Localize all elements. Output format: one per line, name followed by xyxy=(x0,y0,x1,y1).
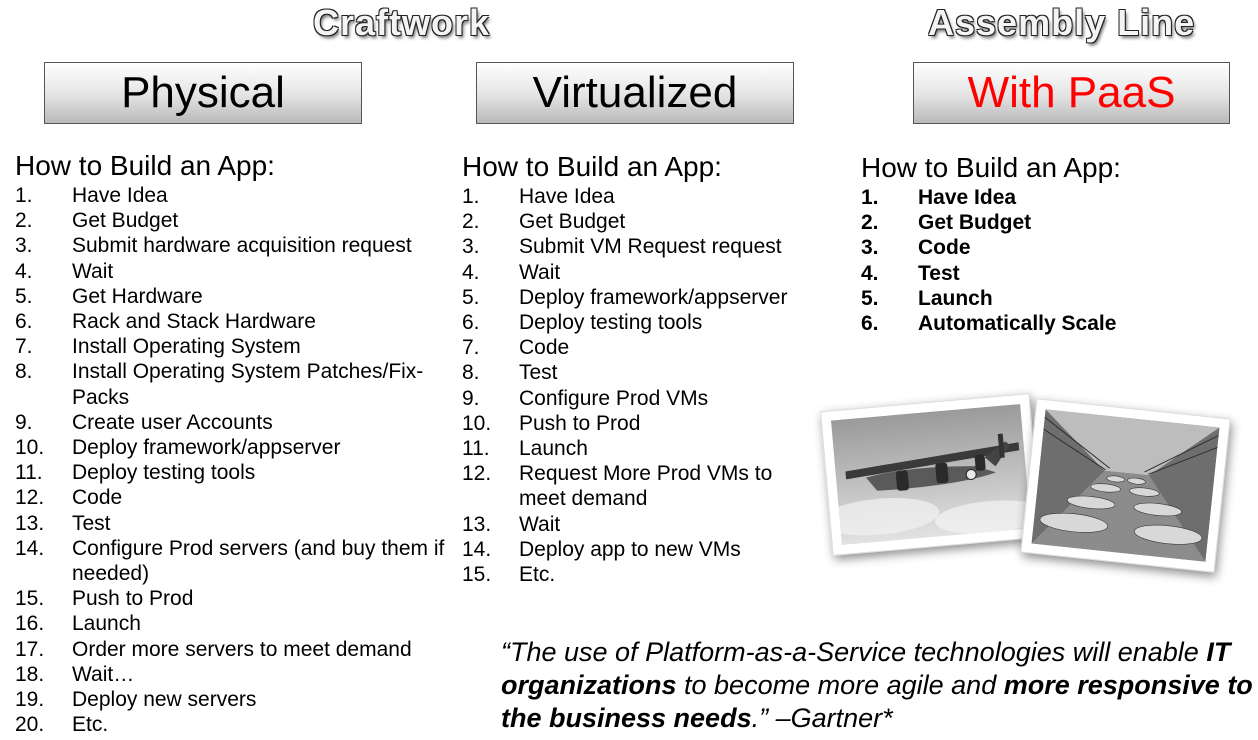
with-paas-box: With PaaS xyxy=(913,62,1230,124)
gartner-quote xyxy=(501,636,1258,735)
step-text: Code xyxy=(519,336,570,360)
step-number: 15. xyxy=(15,587,45,611)
step-text: Automatically Scale xyxy=(918,312,1117,336)
physical-steps-list xyxy=(15,183,455,737)
list-item xyxy=(462,285,822,310)
virtualized-column-title: How to Build an App: xyxy=(462,151,722,182)
step-number: 12. xyxy=(462,462,492,486)
step-text: Launch xyxy=(519,437,588,461)
step-text: Submit VM Request request xyxy=(519,235,782,259)
list-item xyxy=(462,209,822,234)
list-item xyxy=(462,386,822,411)
step-number: 6. xyxy=(15,310,33,334)
step-text: Code xyxy=(72,486,123,510)
step-number: 11. xyxy=(462,437,490,461)
step-number: 9. xyxy=(462,386,480,410)
step-number: 3. xyxy=(861,236,879,260)
step-text: Create user Accounts xyxy=(72,410,273,434)
paas-column-title: How to Build an App: xyxy=(861,152,1121,183)
bomber-aircraft-photo xyxy=(820,393,1042,556)
list-item xyxy=(15,712,455,737)
step-number: 15. xyxy=(462,563,492,587)
list-item xyxy=(15,637,455,662)
step-text: Install Operating System Patches/Fix-Packs xyxy=(72,360,424,409)
step-number: 9. xyxy=(15,410,33,434)
list-item xyxy=(861,210,1241,235)
quote-bold-2: more responsive to the business needs xyxy=(501,670,1253,733)
step-number: 3. xyxy=(15,234,33,258)
paas-steps-list xyxy=(861,185,1241,336)
list-item xyxy=(15,485,455,510)
step-number: 8. xyxy=(15,360,33,384)
step-number: 8. xyxy=(462,361,480,385)
step-number: 2. xyxy=(15,209,33,233)
list-item xyxy=(15,208,455,233)
step-number: 16. xyxy=(15,612,45,636)
step-text: Wait… xyxy=(72,662,135,686)
list-item xyxy=(15,334,455,359)
step-text: Get Budget xyxy=(519,210,626,234)
list-item xyxy=(462,562,822,587)
step-text: Request More Prod VMs to meet demand xyxy=(519,462,773,511)
list-item xyxy=(462,512,822,537)
step-text: Launch xyxy=(918,286,993,310)
step-text: Deploy new servers xyxy=(72,688,257,712)
paas-column xyxy=(861,153,1241,336)
list-item xyxy=(15,259,455,284)
step-number: 5. xyxy=(861,286,879,310)
list-item xyxy=(462,360,822,385)
step-number: 6. xyxy=(462,311,480,335)
quote-bold-1: IT organizations xyxy=(501,637,1231,700)
step-text: Configure Prod servers (and buy them if needed) xyxy=(72,536,445,586)
list-item xyxy=(462,184,822,209)
step-number: 3. xyxy=(462,235,480,259)
step-number: 14. xyxy=(15,536,45,560)
virtualized-box: Virtualized xyxy=(476,62,794,124)
list-item xyxy=(15,233,455,258)
step-text: Deploy app to new VMs xyxy=(519,537,741,561)
step-number: 13. xyxy=(15,511,45,535)
step-text: Get Budget xyxy=(72,209,179,233)
step-text: Have Idea xyxy=(918,186,1017,209)
step-number: 10. xyxy=(15,436,45,460)
step-text: Wait xyxy=(519,260,561,284)
step-text: Deploy framework/appserver xyxy=(72,436,341,460)
step-text: Etc. xyxy=(72,713,109,737)
list-item xyxy=(15,662,455,687)
assembly-line-photo xyxy=(1020,398,1230,573)
step-number: 5. xyxy=(15,284,33,308)
step-number: 5. xyxy=(462,285,480,309)
step-number: 4. xyxy=(462,260,480,284)
list-item xyxy=(15,611,455,636)
step-number: 7. xyxy=(462,336,480,360)
list-item xyxy=(15,183,455,208)
quote-text-2: to become more agile and xyxy=(676,670,1004,700)
step-text: Deploy framework/appserver xyxy=(519,285,788,309)
list-item xyxy=(462,310,822,335)
step-text: Etc. xyxy=(519,563,556,587)
step-number: 17. xyxy=(15,637,45,661)
list-item xyxy=(462,234,822,259)
step-number: 4. xyxy=(861,261,879,285)
list-item xyxy=(15,410,455,435)
quote-text-3: .” –Gartner* xyxy=(751,703,893,733)
bomber-aircraft-image xyxy=(831,404,1031,545)
list-item xyxy=(462,260,822,285)
list-item xyxy=(462,436,822,461)
list-item xyxy=(861,261,1241,286)
list-item xyxy=(15,309,455,334)
quote-text-1: “The use of Platform-as-a-Service technologies will enable xyxy=(501,637,1207,667)
step-number: 12. xyxy=(15,486,45,510)
step-number: 14. xyxy=(462,537,492,561)
list-item xyxy=(462,461,822,511)
physical-box: Physical xyxy=(44,62,362,124)
virtualized-steps-list xyxy=(462,184,822,587)
list-item xyxy=(462,411,822,436)
step-number: 10. xyxy=(462,411,492,435)
step-text: Have Idea xyxy=(519,185,615,208)
step-number: 2. xyxy=(462,210,480,234)
step-text: Deploy testing tools xyxy=(519,311,703,335)
step-text: Rack and Stack Hardware xyxy=(72,310,316,334)
list-item xyxy=(861,235,1241,260)
step-number: 18. xyxy=(15,662,45,686)
list-item xyxy=(15,511,455,536)
step-number: 1. xyxy=(15,184,33,207)
step-text: Have Idea xyxy=(72,184,168,207)
assembly-line-heading: Assembly Line xyxy=(928,2,1196,43)
list-item xyxy=(15,284,455,309)
step-text: Test xyxy=(519,361,558,385)
step-text: Launch xyxy=(72,612,141,636)
physical-column-title: How to Build an App: xyxy=(15,150,275,181)
step-number: 1. xyxy=(462,185,480,208)
virtualized-column xyxy=(462,152,822,587)
step-text: Order more servers to meet demand xyxy=(72,637,412,661)
list-item xyxy=(15,359,455,409)
step-text: Install Operating System xyxy=(72,335,301,359)
step-text: Submit hardware acquisition request xyxy=(72,234,412,258)
assembly-line-image xyxy=(1031,409,1219,562)
step-number: 2. xyxy=(861,211,879,235)
step-text: Get Budget xyxy=(918,211,1032,235)
list-item xyxy=(861,311,1241,336)
list-item xyxy=(15,460,455,485)
list-item xyxy=(861,185,1241,210)
list-item xyxy=(15,586,455,611)
step-number: 1. xyxy=(861,186,879,209)
step-number: 19. xyxy=(15,688,45,712)
list-item xyxy=(15,687,455,712)
step-number: 7. xyxy=(15,335,33,359)
step-text: Wait xyxy=(72,259,114,283)
step-number: 20. xyxy=(15,713,45,737)
list-item xyxy=(861,286,1241,311)
list-item xyxy=(15,435,455,460)
physical-column xyxy=(15,151,455,737)
step-text: Push to Prod xyxy=(72,587,194,611)
step-text: Test xyxy=(918,261,960,285)
step-text: Configure Prod VMs xyxy=(519,386,709,410)
step-number: 4. xyxy=(15,259,33,283)
list-item xyxy=(462,537,822,562)
step-number: 13. xyxy=(462,512,492,536)
craftwork-heading: Craftwork xyxy=(313,2,491,43)
step-text: Push to Prod xyxy=(519,411,641,435)
step-number: 6. xyxy=(861,312,879,336)
step-text: Code xyxy=(918,236,971,260)
step-text: Wait xyxy=(519,512,561,536)
step-number: 11. xyxy=(15,461,43,485)
list-item xyxy=(15,536,455,586)
step-text: Test xyxy=(72,511,111,535)
list-item xyxy=(462,335,822,360)
step-text: Get Hardware xyxy=(72,284,203,308)
step-text: Deploy testing tools xyxy=(72,461,256,485)
